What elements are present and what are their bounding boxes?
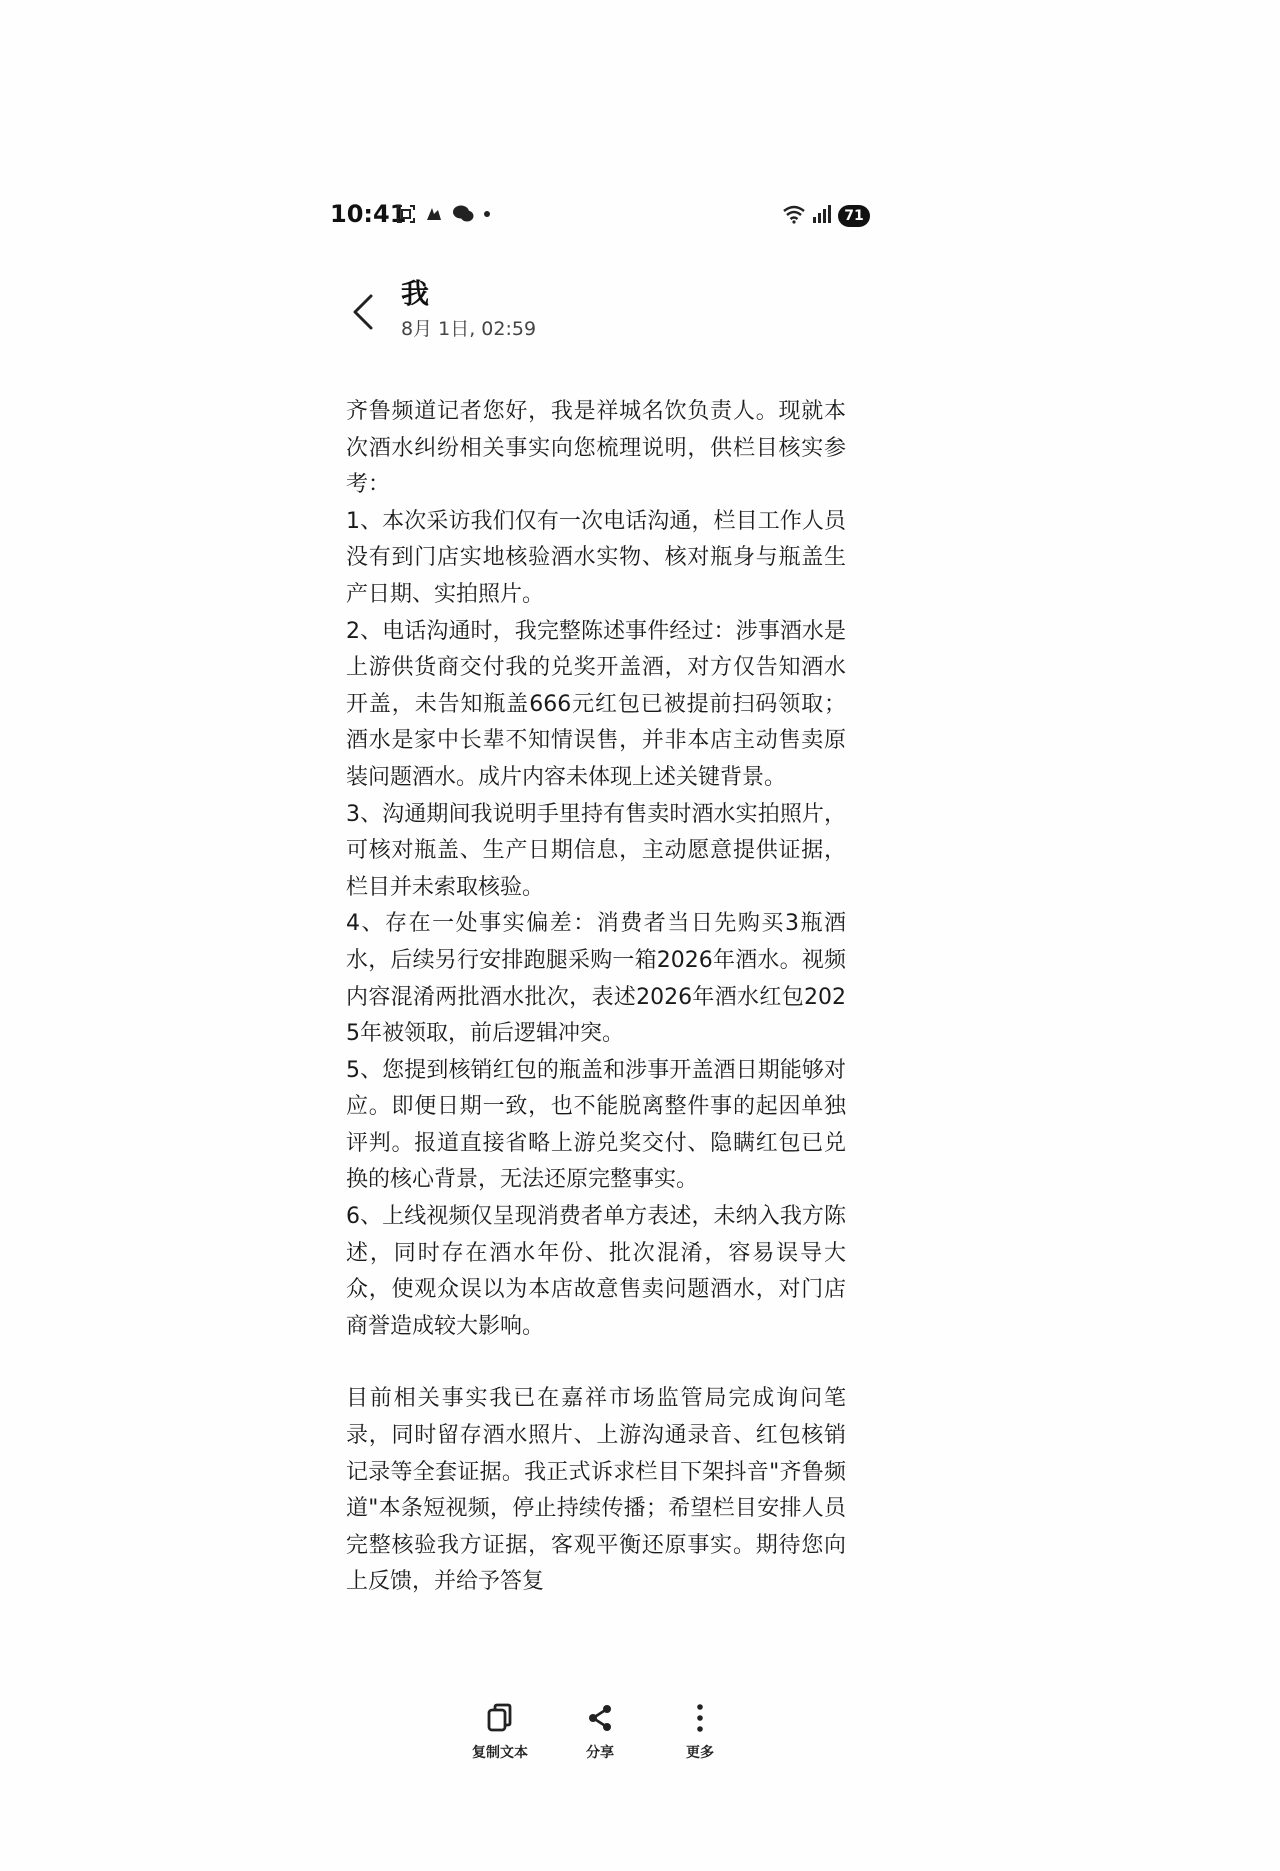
message-paragraph: 5、您提到核销红包的瓶盖和涉事开盖酒日期能够对应。即便日期一致，也不能脱离整件事的起因单独评判。报道直接省略上游兑奖交付、隐瞒红包已兑换的核心背景，无法还原完整事实。 xyxy=(346,1057,846,1193)
message-header xyxy=(345,272,905,352)
copy-icon xyxy=(486,1700,514,1736)
back-button[interactable] xyxy=(345,286,381,338)
dot-icon xyxy=(482,204,492,228)
wechat-icon xyxy=(452,204,474,228)
wifi-icon xyxy=(782,204,806,228)
message-timestamp: 8月 1日, 02:59 xyxy=(401,318,537,340)
sender-name: 我 xyxy=(401,277,430,310)
status-right-icons xyxy=(782,202,870,230)
copy-text-label: 复制文本 xyxy=(472,1745,528,1761)
share-button[interactable] xyxy=(560,1700,640,1770)
message-body xyxy=(346,394,846,1601)
screen-capture-icon xyxy=(396,204,416,228)
message-paragraph: 3、沟通期间我说明手里持有售卖时酒水实拍照片，可核对瓶盖、生产日期信息，主动愿意提供证据，栏目并未索取核验。 xyxy=(346,801,846,900)
status-left-icons xyxy=(396,202,492,230)
more-button[interactable] xyxy=(660,1700,740,1770)
bottom-action-bar xyxy=(460,1700,740,1770)
message-paragraph: 4、存在一处事实偏差：消费者当日先购买3瓶酒水，后续另行安排跑腿采购一箱2026年酒水。视频内容混淆两批酒水批次，表述2026年酒水红包2025年被领取，前后逻辑冲突。 xyxy=(346,911,846,1047)
message-paragraph: 1、本次采访我们仅有一次电话沟通，栏目工作人员没有到门店实地核验酒水实物、核对瓶身与瓶盖生产日期、实拍照片。 xyxy=(346,508,846,607)
status-bar xyxy=(330,198,870,238)
share-label: 分享 xyxy=(586,1745,614,1761)
message-paragraph: 齐鲁频道记者您好，我是祥城名饮负责人。现就本次酒水纠纷相关事实向您梳理说明，供栏目核实参考： xyxy=(346,399,846,498)
message-paragraph: 6、上线视频仅呈现消费者单方表述，未纳入我方陈述，同时存在酒水年份、批次混淆，容易误导大众，使观众误以为本店故意售卖问题酒水，对门店商誉造成较大影响。 xyxy=(346,1204,846,1339)
message-paragraph: 目前相关事实我已在嘉祥市场监管局完成询问笔录，同时留存酒水照片、上游沟通录音、红包核销记录等全套证据。我正式诉求栏目下架抖音"齐鲁频道"本条短视频，停止持续传播；希望栏目安排人员完整核验我方证据，客观平衡还原事实。期待您向上反馈，并给予答复 xyxy=(346,1386,846,1595)
more-label: 更多 xyxy=(686,1745,714,1761)
battery-icon: 71 xyxy=(838,205,870,227)
copy-text-button[interactable] xyxy=(460,1700,540,1770)
signal-icon xyxy=(812,204,832,228)
paragraph-gap xyxy=(346,1345,846,1381)
message-paragraph: 2、电话沟通时，我完整陈述事件经过：涉事酒水是上游供货商交付我的兑奖开盖酒，对方仅告知酒水开盖，未告知瓶盖666元红包已被提前扫码领取；酒水是家中长辈不知情误售，并非本店主动售卖原装问题酒水。成片内容未体现上述关键背景。 xyxy=(346,618,846,790)
app-icon xyxy=(424,204,444,228)
share-icon xyxy=(586,1700,614,1736)
chevron-left-icon xyxy=(351,292,375,332)
more-vertical-icon xyxy=(694,1700,706,1736)
status-time: 10:41 xyxy=(330,200,407,228)
